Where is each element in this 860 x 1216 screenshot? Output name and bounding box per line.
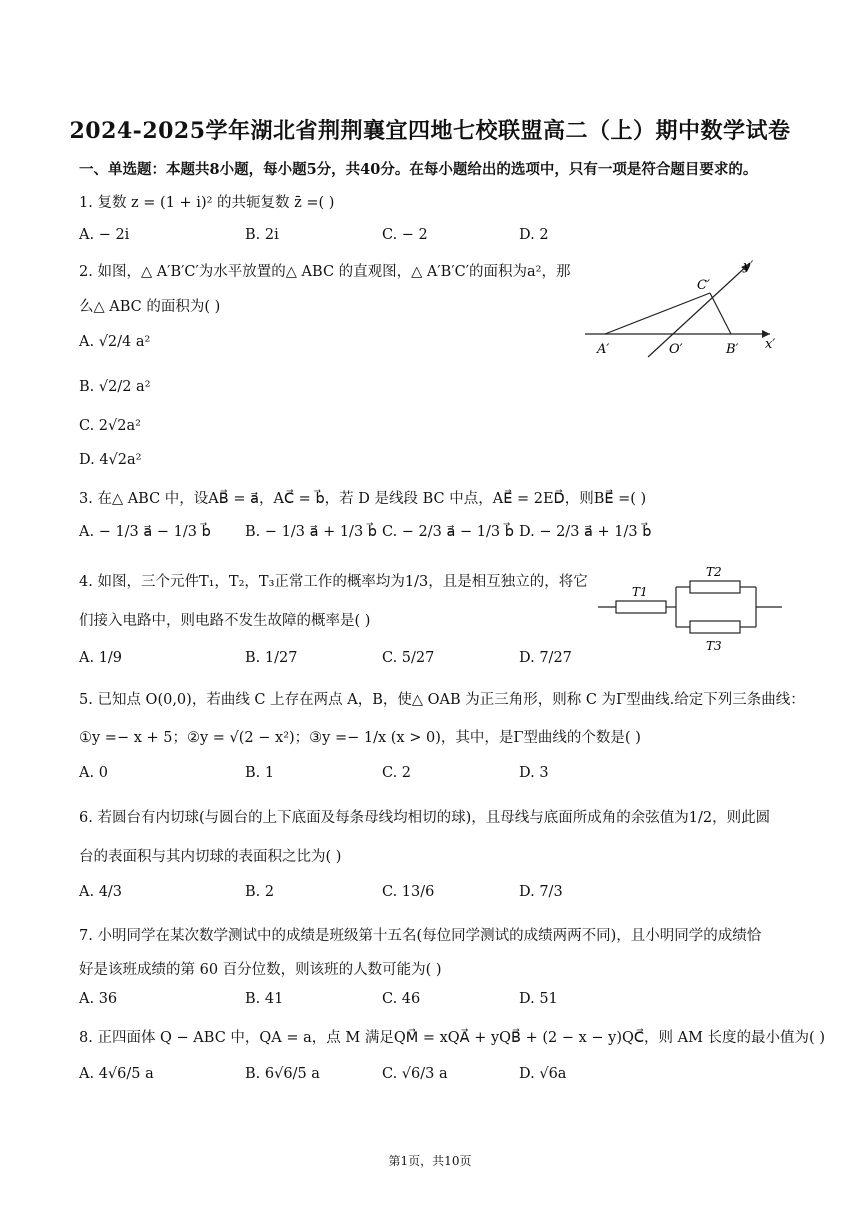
element-t1 xyxy=(616,601,666,613)
q6-option-a: A. 4/3 xyxy=(79,884,123,900)
question-6-line-1: 6. 若圆台有内切球(与圆台的上下底面及每条母线均相切的球)，且母线与底面所成角的余弦值为1/2，则此圆 xyxy=(79,810,771,826)
q1-option-a: A. − 2i xyxy=(79,227,130,243)
question-4-line-1: 4. 如图，三个元件T₁，T₂，T₃正常工作的概率均为1/3，且是相互独立的，将它 xyxy=(79,574,588,590)
q8-option-d: D. √6a xyxy=(519,1066,567,1082)
label-t2: T2 xyxy=(706,565,722,579)
edge-a-c xyxy=(605,293,710,334)
question-7-line-1: 7. 小明同学在某次数学测试中的成绩是班级第十五名(每位同学测试的成绩两两不同)，且小明同学的成绩恰 xyxy=(79,928,762,944)
label-t3: T3 xyxy=(706,639,722,653)
q6-option-b: B. 2 xyxy=(245,884,275,900)
q4-option-c: C. 5/27 xyxy=(382,650,435,666)
q5-option-a: A. 0 xyxy=(79,765,108,781)
page-footer: 第1页，共10页 xyxy=(388,1154,472,1168)
q6-option-c: C. 13/6 xyxy=(382,884,435,900)
q3-option-c: C. − 2/3 a⃗ − 1/3 b⃗ xyxy=(382,524,514,540)
question-4-line-2: 们接入电路中，则电路不发生故障的概率是( ) xyxy=(79,613,371,629)
q4-option-d: D. 7/27 xyxy=(519,650,572,666)
q7-option-b: B. 41 xyxy=(245,991,284,1007)
section-heading: 一、单选题：本题共8小题，每小题5分，共40分。在每小题给出的选项中，只有一项是符合题目要求的。 xyxy=(79,161,758,178)
q2-option-d: D. 4√2a² xyxy=(79,452,142,468)
q3-option-d: D. − 2/3 a⃗ + 1/3 b⃗ xyxy=(519,524,652,540)
q7-option-a: A. 36 xyxy=(79,991,118,1007)
q3-option-a: A. − 1/3 a⃗ − 1/3 b⃗ xyxy=(79,524,211,540)
q2-option-c: C. 2√2a² xyxy=(79,418,141,434)
element-t3 xyxy=(690,621,740,633)
question-6-line-2: 台的表面积与其内切球的表面积之比为( ) xyxy=(79,849,342,865)
label-t1: T1 xyxy=(632,585,648,599)
label-x-prime: x′ xyxy=(765,337,776,352)
edge-c-b xyxy=(710,293,731,334)
element-t2 xyxy=(690,581,740,593)
q4-option-a: A. 1/9 xyxy=(79,650,123,666)
intuitive-diagram-figure xyxy=(585,255,785,360)
q5-option-c: C. 2 xyxy=(382,765,412,781)
question-7-line-2: 好是该班成绩的第 60 百分位数，则该班的人数可能为( ) xyxy=(79,962,442,978)
label-a-prime: A′ xyxy=(597,342,610,357)
label-c-prime: C′ xyxy=(697,278,710,293)
q3-option-b: B. − 1/3 a⃗ + 1/3 b⃗ xyxy=(245,524,377,540)
question-8-text: 8. 正四面体 Q − ABC 中，QA = a，点 M 满足QM⃗ = xQA⃗ + yQB⃗ + (2 − x − y)QC⃗，则 AM 长度的最小值为( ) xyxy=(79,1030,825,1046)
label-y-prime: y′ xyxy=(743,259,754,274)
q8-option-c: C. √6/3 a xyxy=(382,1066,448,1082)
question-2-line-1: 2. 如图，△ A′B′C′为水平放置的△ ABC 的直观图，△ A′B′C′的面积为a²，那 xyxy=(79,264,571,280)
q8-option-b: B. 6√6/5 a xyxy=(245,1066,320,1082)
question-3-text: 3. 在△ ABC 中，设AB⃗ = a⃗，AC⃗ = b⃗，若 D 是线段 BC 中点，AE⃗ = 2ED⃗，则BE⃗ =( ) xyxy=(79,491,647,507)
q8-option-a: A. 4√6/5 a xyxy=(79,1066,154,1082)
question-5-line-1: 5. 已知点 O(0,0)，若曲线 C 上存在两点 A，B，使△ OAB 为正三角形，则称 C 为Γ型曲线.给定下列三条曲线： xyxy=(79,692,805,708)
q1-option-d: D. 2 xyxy=(519,227,549,243)
q5-option-b: B. 1 xyxy=(245,765,275,781)
page-title: 2024-2025学年湖北省荆荆襄宜四地七校联盟高二（上）期中数学试卷 xyxy=(69,118,791,144)
question-2-line-2: 么△ ABC 的面积为( ) xyxy=(79,299,221,315)
label-b-prime: B′ xyxy=(726,342,739,357)
q7-option-c: C. 46 xyxy=(382,991,421,1007)
q1-option-c: C. − 2 xyxy=(382,227,428,243)
q7-option-d: D. 51 xyxy=(519,991,558,1007)
q5-option-d: D. 3 xyxy=(519,765,549,781)
question-1-text: 1. 复数 z = (1 + i)² 的共轭复数 z̄ =( ) xyxy=(79,195,335,211)
q2-option-a: A. √2/4 a² xyxy=(79,334,151,350)
question-5-line-2: ①y =− x + 5；②y = √(2 − x²)；③y =− 1/x (x > 0)，其中，是Γ型曲线的个数是( ) xyxy=(79,730,641,746)
q6-option-d: D. 7/3 xyxy=(519,884,563,900)
q1-option-b: B. 2i xyxy=(245,227,279,243)
q4-option-b: B. 1/27 xyxy=(245,650,298,666)
q2-option-b: B. √2/2 a² xyxy=(79,379,151,395)
circuit-diagram-figure xyxy=(598,558,784,658)
label-o-prime: O′ xyxy=(669,342,683,357)
